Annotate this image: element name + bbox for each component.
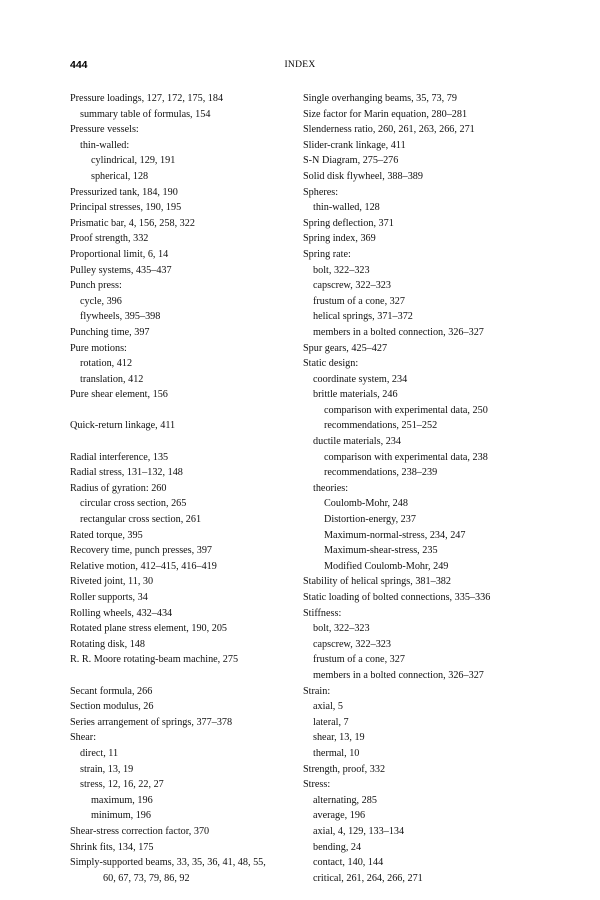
index-entry: Radial stress, 131–132, 148 <box>70 467 183 479</box>
index-entry: Spheres: <box>303 186 339 198</box>
index-subentry: Maximum-shear-stress, 235 <box>324 545 438 557</box>
index-entry: Shear-stress correction factor, 370 <box>70 825 210 837</box>
index-entry: Pressure vessels: <box>70 124 139 136</box>
index-entry: R. R. Moore rotating-beam machine, 275 <box>70 654 239 666</box>
index-subentry: frustum of a cone, 327 <box>313 295 405 307</box>
running-head: INDEX <box>284 60 316 70</box>
index-entry: Solid disk flywheel, 388–389 <box>303 170 423 182</box>
index-subentry: Maximum-normal-stress, 234, 247 <box>324 529 466 541</box>
index-subentry: thin-walled: <box>80 139 130 151</box>
index-entry: Static design: <box>303 358 359 370</box>
index-subentry: thin-walled, 128 <box>313 202 380 214</box>
index-entry: Punching time, 397 <box>70 326 150 338</box>
index-entry: Simply-supported beams, 33, 35, 36, 41, 48, 55, <box>70 857 266 869</box>
index-entry: Pressurized tank, 184, 190 <box>70 186 178 198</box>
index-entry: Stiffness: <box>303 607 342 619</box>
index-subentry: Distortion-energy, 237 <box>324 514 416 526</box>
index-subentry: bolt, 322–323 <box>313 623 370 635</box>
index-subentry: bending, 24 <box>313 841 362 853</box>
index-subentry: helical springs, 371–372 <box>313 311 413 323</box>
index-subentry: bolt, 322–323 <box>313 264 370 276</box>
letter-group-gap <box>70 403 290 419</box>
index-entry: Rotated plane stress element, 190, 205 <box>70 623 228 635</box>
index-subentry: average, 196 <box>313 810 366 822</box>
index-subentry: rotation, 412 <box>80 358 133 370</box>
index-entry: Spring deflection, 371 <box>303 217 394 229</box>
index-entry: Spur gears, 425–427 <box>303 342 388 354</box>
index-subentry: translation, 412 <box>80 373 144 385</box>
index-entry: Quick-return linkage, 411 <box>70 420 176 432</box>
index-entry: Series arrangement of springs, 377–378 <box>70 716 233 728</box>
index-subentry: Coulomb-Mohr, 248 <box>324 498 408 510</box>
index-subentry: capscrew, 322–323 <box>313 638 391 650</box>
index-subentry: stress, 12, 16, 22, 27 <box>80 779 164 791</box>
index-subentry: summary table of formulas, 154 <box>80 108 211 120</box>
index-entry: Slider-crank linkage, 411 <box>303 139 406 151</box>
index-entry: Spring rate: <box>303 248 351 260</box>
index-entry: Spring index, 369 <box>303 233 376 245</box>
index-subentry: spherical, 128 <box>91 170 149 182</box>
index-subentry: brittle materials, 246 <box>313 389 398 401</box>
index-subentry: strain, 13, 19 <box>80 763 134 775</box>
index-entry: Radius of gyration: 260 <box>70 482 167 494</box>
index-subentry: Modified Coulomb-Mohr, 249 <box>324 560 449 572</box>
index-entry: Secant formula, 266 <box>70 685 153 697</box>
letter-group-gap <box>70 434 290 450</box>
index-entry: Punch press: <box>70 280 122 292</box>
index-entry: Prismatic bar, 4, 156, 258, 322 <box>70 217 195 229</box>
index-column-left <box>70 91 290 886</box>
index-subentry: cylindrical, 129, 191 <box>91 155 176 167</box>
index-subentry: axial, 4, 129, 133–134 <box>313 825 405 837</box>
index-subentry: minimum, 196 <box>91 810 151 822</box>
index-entry: Rated torque, 395 <box>70 529 143 541</box>
index-subentry: direct, 11 <box>80 747 119 759</box>
index-entry: Stability of helical springs, 381–382 <box>303 576 451 588</box>
index-entry: Pure motions: <box>70 342 127 354</box>
index-subentry: shear, 13, 19 <box>313 732 365 744</box>
index-entry: Rolling wheels, 432–434 <box>70 607 173 619</box>
index-entry: Radial interference, 135 <box>70 451 169 463</box>
index-entry: S-N Diagram, 275–276 <box>303 155 399 167</box>
index-subentry: recommendations, 251–252 <box>324 420 438 432</box>
index-subentry: members in a bolted connection, 326–327 <box>313 326 484 338</box>
index-subentry: comparison with experimental data, 250 <box>324 404 488 416</box>
index-entry: Principal stresses, 190, 195 <box>70 202 182 214</box>
index-entry: Shrink fits, 134, 175 <box>70 841 154 853</box>
index-subentry: flywheels, 395–398 <box>80 311 161 323</box>
index-entry: Static loading of bolted connections, 335–336 <box>303 592 491 603</box>
index-entry: Strength, proof, 332 <box>303 763 386 775</box>
index-subentry: maximum, 196 <box>91 794 153 806</box>
index-subentry: thermal, 10 <box>313 747 360 759</box>
index-subentry: contact, 140, 144 <box>313 857 384 869</box>
index-entry: Pure shear element, 156 <box>70 389 168 401</box>
index-entry: Slenderness ratio, 260, 261, 263, 266, 271 <box>303 124 475 136</box>
index-subentry: cycle, 396 <box>80 295 122 307</box>
index-column-right <box>303 91 543 886</box>
index-subentry: frustum of a cone, 327 <box>313 654 405 666</box>
index-subentry: alternating, 285 <box>313 794 377 806</box>
index-subentry: axial, 5 <box>313 701 343 713</box>
index-entry: Rotating disk, 148 <box>70 638 145 650</box>
index-entry: Proportional limit, 6, 14 <box>70 248 169 260</box>
index-entry: Recovery time, punch presses, 397 <box>70 545 213 557</box>
index-entry: Roller supports, 34 <box>70 592 148 603</box>
index-entry: Single overhanging beams, 35, 73, 79 <box>303 93 457 104</box>
index-subentry: critical, 261, 264, 266, 271 <box>313 872 423 884</box>
index-subentry: ductile materials, 234 <box>313 436 401 448</box>
index-entry: Proof strength, 332 <box>70 233 149 245</box>
index-subentry: coordinate system, 234 <box>313 373 408 385</box>
index-entry: Pulley systems, 435–437 <box>70 264 172 276</box>
index-subentry: rectangular cross section, 261 <box>80 514 202 526</box>
index-entry: Size factor for Marin equation, 280–281 <box>303 108 468 120</box>
index-subentry: capscrew, 322–323 <box>313 280 391 292</box>
index-entry: Riveted joint, 11, 30 <box>70 576 154 588</box>
index-subentry: theories: <box>313 482 349 494</box>
index-subentry: comparison with experimental data, 238 <box>324 451 488 463</box>
letter-group-gap <box>70 668 290 684</box>
index-subentry: members in a bolted connection, 326–327 <box>313 669 484 681</box>
index-entry: Section modulus, 26 <box>70 701 154 713</box>
index-subentry: circular cross section, 265 <box>80 498 187 510</box>
index-subentry: recommendations, 238–239 <box>324 467 438 479</box>
index-entry: Shear: <box>70 732 97 744</box>
index-entry: Relative motion, 412–415, 416–419 <box>70 560 217 572</box>
index-entry: Strain: <box>303 685 331 697</box>
index-entry: Stress: <box>303 779 331 791</box>
index-entry-continuation: 60, 67, 73, 79, 86, 92 <box>103 872 190 884</box>
index-subentry: lateral, 7 <box>313 716 349 728</box>
index-entry: Pressure loadings, 127, 172, 175, 184 <box>70 93 224 104</box>
page-number: 444 <box>70 59 88 71</box>
